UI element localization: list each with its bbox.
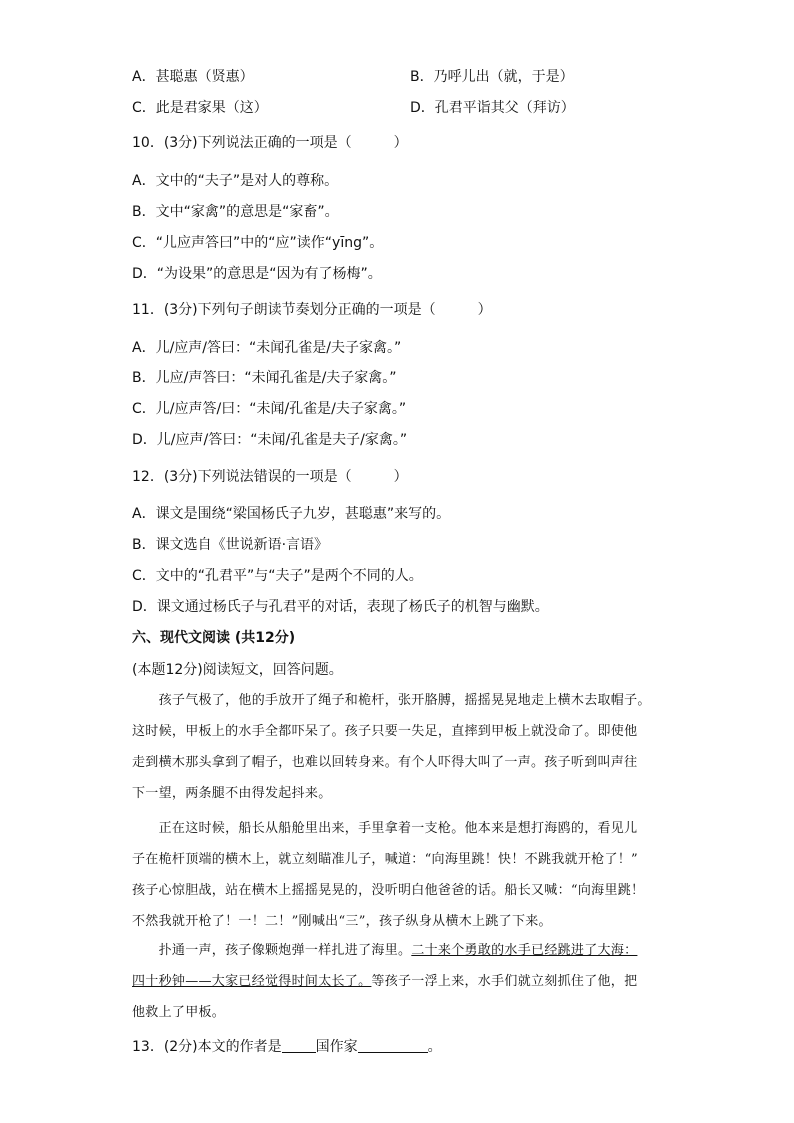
q9-option-d: D．孔君平诣其父（拜访） <box>410 100 575 116</box>
passage-line: 孩子心惊胆战，站在横木上摇摇晃晃的，没听明白他爸爸的话。船长又喊：“向海里跳！ <box>132 883 645 898</box>
q13-text: 。 <box>427 1039 442 1055</box>
q10-option-c: C．“儿应声答曰”中的“应”读作“yīng”。 <box>132 235 384 251</box>
q10-option-a: A．文中的“夫子”是对人的尊称。 <box>132 173 339 189</box>
passage-line: 不然我就开枪了！一！二！”刚喊出“三”，孩子纵身从横木上跳了下来。 <box>132 914 552 929</box>
q9-option-b: B．乃呼儿出（就，于是） <box>410 69 574 85</box>
q11-option-c: C．儿/应声答/曰：“未闻/孔雀是/夫子家禽。” <box>132 401 407 417</box>
q11-option-a: A．儿/应声/答曰：“未闻孔雀是/夫子家禽。” <box>132 340 402 356</box>
q11-stem: 11．(3分)下列句子朗读节奏划分正确的一项是（ ） <box>132 302 492 318</box>
q12-stem: 12．(3分)下列说法错误的一项是（ ） <box>132 469 408 485</box>
q12-option-c: C．文中的“孔君平”与“夫子”是两个不同的人。 <box>132 568 423 584</box>
answer-blank-country[interactable] <box>282 1038 316 1053</box>
passage-line: 这时候，甲板上的水手全都吓呆了。孩子只要一失足，直摔到甲板上就没命了。即使他 <box>132 724 638 739</box>
q10-option-d: D．“为设果”的意思是“因为有了杨梅”。 <box>132 266 382 282</box>
passage-line: 正在这时候，船长从船舱里出来，手里拿着一支枪。他本来是想打海鸥的，看见儿 <box>132 821 638 836</box>
q10-option-b: B．文中“家禽”的意思是“家畜”。 <box>132 204 339 220</box>
passage-line: 下一望，两条腿不由得发起抖来。 <box>132 786 332 801</box>
q11-option-d: D．儿/应声/答曰：“未闻/孔雀是夫子/家禽。” <box>132 432 408 448</box>
q10-stem: 10．(3分)下列说法正确的一项是（ ） <box>132 135 408 151</box>
passage-line: 他救上了甲板。 <box>132 1005 226 1020</box>
section-intro: (本题12分)阅读短文，回答问题。 <box>132 662 343 678</box>
q12-option-a: A．课文是围绕“梁国杨氏子九岁，甚聪惠”来写的。 <box>132 506 451 522</box>
passage-line <box>132 973 637 991</box>
q9-option-a: A．甚聪惠（贤惠） <box>132 69 254 85</box>
q13-stem <box>132 1038 442 1056</box>
underlined-sentence: 二十来个勇敢的水手已经跳进了大海： <box>411 943 638 958</box>
underlined-sentence: 四十秒钟——大家已经觉得时间太长了。 <box>132 974 372 989</box>
passage-text: 等孩子一浮上来，水手们就立刻抓住了他，把 <box>371 974 638 989</box>
q11-option-b: B．儿应/声答曰：“未闻孔雀是/夫子家禽。” <box>132 370 397 386</box>
q12-option-b: B．课文选自《世说新语·言语》 <box>132 537 329 553</box>
passage-line: 孩子气极了，他的手放开了绳子和桅杆，张开胳膊，摇摇晃晃地走上横木去取帽子。 <box>132 693 651 708</box>
passage-line: 子在桅杆顶端的横木上，就立刻瞄准儿子，喊道：“向海里跳！快！不跳我就开枪了！” <box>132 852 638 867</box>
q12-option-d: D．课文通过杨氏子与孔君平的对话，表现了杨氏子的机智与幽默。 <box>132 599 549 615</box>
q13-text: 国作家 <box>315 1039 358 1055</box>
passage-text: 扑通一声，孩子像颗炮弹一样扎进了海里。 <box>132 943 412 958</box>
passage-line <box>132 942 637 960</box>
section-heading: 六、现代文阅读 (共12分) <box>132 630 296 646</box>
passage-line: 走到横木那头拿到了帽子，也难以回转身来。有个人吓得大叫了一声。孩子听到叫声往 <box>132 755 638 770</box>
q9-option-c: C．此是君家果（这） <box>132 100 268 116</box>
q13-text: 13．(2分)本文的作者是 <box>132 1039 282 1055</box>
answer-blank-author[interactable] <box>358 1038 428 1053</box>
